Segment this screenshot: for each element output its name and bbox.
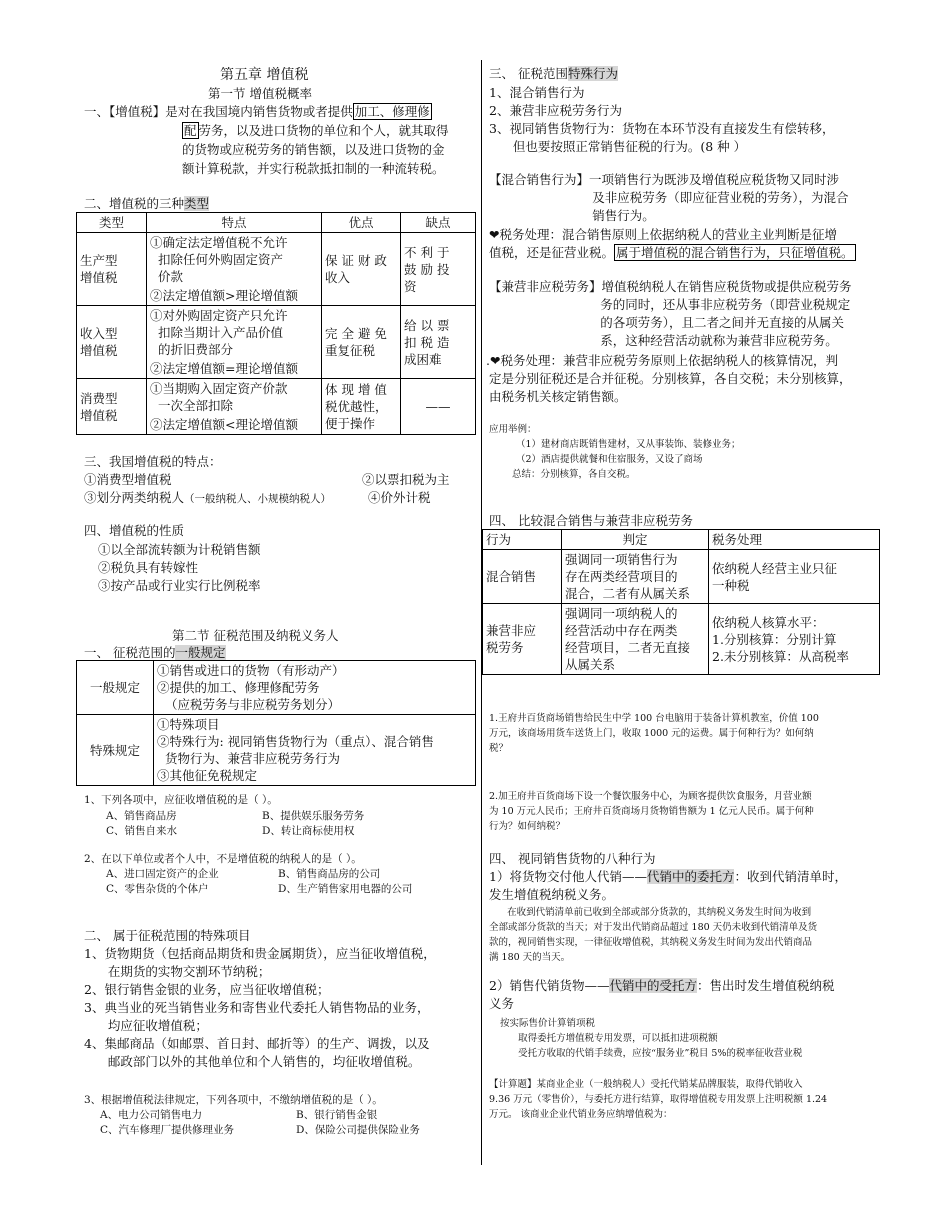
concurrent-line: 的各项劳务），且二者之间并无直接的从属关 <box>489 315 845 330</box>
scope-table <box>76 660 476 786</box>
note-line: 在收到代销清单前已收到全部或部分货款的，其纳税义务发生时间为收到 <box>489 907 812 918</box>
special-line: 在期货的实物交割环节纳税； <box>84 964 271 979</box>
table-header: 行为 <box>483 530 562 550</box>
special-acts-heading-highlight: 特殊行为 <box>567 66 618 81</box>
feature-item: ①消费型增值税 <box>84 472 172 487</box>
compare-judge: 强调同一项销售行为 存在两类经营项目的 混合，二者有从属关系 <box>562 550 709 604</box>
table-header-row <box>77 213 476 233</box>
special-line: 1、货物期货（包括商品期货和贵金属期货），应当征收增值税， <box>84 946 436 961</box>
special-heading: 二、 属于征税范围的特殊项目 <box>84 928 251 943</box>
feature-text: ①确定法定增值税不允许 扣除任何外购固定资产 价款 <box>150 235 288 284</box>
question-stem: 3、根据增值税法律规定，下列各项中，不缴纳增值税的是（ ）。 <box>84 1094 383 1106</box>
special-line: 3、典当业的死当销售业务和寄售业代委托人销售物品的业务， <box>84 1000 430 1015</box>
special-act-item: 3、视同销售货物行为：货物在本环节没有直接发生有偿转移， <box>489 121 835 136</box>
question-option: A、进口固定资产的企业 <box>106 868 219 880</box>
question-stem: 2、在以下单位或者个人中，不是增值税的纳税人的是（ ）。 <box>84 853 362 865</box>
def-line4: 额计算税款，并实行税款抵扣制的一种流转税。 <box>182 161 445 176</box>
example-item: （2）酒店提供就餐和住宿服务，又设了商场 <box>516 454 703 465</box>
calc-line: 9.36 万元（零售价），与委托方进行结算，取得增值税专用发票上注明税额 1.24 <box>489 1094 828 1105</box>
note-line: 按实际售价计算销项税 <box>500 1018 596 1029</box>
examples-heading: 应用举例： <box>489 424 537 435</box>
type-cell: 生产型 增值税 <box>77 233 147 306</box>
case-line: 2.加王府井百货商场下设一个餐饮服务中心，为顾客提供饮食服务，月营业额 <box>489 791 812 802</box>
case-line: 为 10 万元人民币；王府井百货商场月货物销售额为 1 亿元人民币。属于何种 <box>489 806 814 817</box>
special-line: 邮政部门以外的其他单位和个人销售的，均征收增值税。 <box>84 1054 421 1069</box>
con-cell: 不 利 于 鼓 励 投 资 <box>401 233 476 306</box>
table-header: 判定 <box>562 530 709 550</box>
question-option: D、生产销售家用电器的公司 <box>278 883 413 895</box>
note-line: 取得委托方增值税专用发票，可以抵扣进项税额 <box>500 1033 718 1044</box>
con-cell: —— <box>401 379 476 435</box>
mixed-line: 【混合销售行为】一项销售行为既涉及增值税应税货物又同时涉 <box>489 172 840 187</box>
mixed-line: 销售行为。 <box>489 208 655 223</box>
scope-content <box>154 715 476 786</box>
features-heading: 三、我国增值税的特点： <box>84 454 222 469</box>
eight-acts-heading: 四、 视同销售货物的八种行为 <box>489 851 656 866</box>
type-cell: 消费型 增值税 <box>77 379 147 435</box>
def-line2: 劳务，以及进口货物的单位和个人，就其取得 <box>198 123 449 138</box>
scope-heading-text: 一、 征税范围的 <box>84 645 176 660</box>
types-heading-text: 二、增值税的三种 <box>84 196 185 211</box>
note-line: 款的，视同销售实现，一律征收增值税，其纳税义务发生时间为发出代销商品 <box>489 937 813 948</box>
concurrent-line: 系，这种经营活动就称为兼营非应税劳务。 <box>489 333 838 348</box>
feature-item: ②以票扣税为主 <box>362 472 450 487</box>
chapter-title: 第五章 增值税 <box>220 67 309 83</box>
table-header: 缺点 <box>401 213 476 233</box>
question-option: D、保险公司提供保险业务 <box>296 1124 420 1136</box>
concurrent-tax-line: .❤税务处理：兼营非应税劳务原则上依据纳税人的核算情况，判 <box>486 353 838 368</box>
concurrent-tax-line: 定是分别征税还是合并征税。分别核算，各自交税；未分别核算， <box>489 371 852 386</box>
special-act-item: 2、兼营非应税劳务行为 <box>489 103 622 118</box>
calc-line: 【计算题】某商业企业（一般纳税人）受托代销某品牌服装，取得代销收入 <box>489 1079 803 1090</box>
types-heading-highlight: 类型 <box>184 196 210 211</box>
note-line: 满 180 天的当天。 <box>489 952 571 963</box>
scope-heading <box>84 643 226 661</box>
question-option: C、销售自来水 <box>106 825 178 837</box>
scope-line: ①销售或进口的货物（有形动产） <box>157 663 345 678</box>
question-stem: 1、下列各项中，应征收增值税的是（ ）。 <box>84 794 278 806</box>
table-header: 税务处理 <box>709 530 880 550</box>
con-cell: 给 以 票 扣 税 造 成困难 <box>401 306 476 379</box>
nature-item: ①以全部流转额为计税销售额 <box>98 542 261 557</box>
concurrent-tax-line: 由税务机关核定销售额。 <box>489 389 627 404</box>
mixed-tax-text: 值税，还是征营业税。 <box>489 245 615 260</box>
feature-text: ①对外购固定资产只允许 扣除当期计入产品价值 的折旧费部分 <box>150 308 288 357</box>
table-row <box>77 233 476 306</box>
eight-act-text: 2）销售代销货物—— <box>489 978 610 993</box>
feature-text: ②法定增值额<理论增值额 <box>150 417 298 432</box>
types-heading <box>84 194 209 212</box>
pro-cell: 完 全 避 免 重复征税 <box>322 306 401 379</box>
compare-tax: 依纳税人核算水平： 1.分别核算：分别计算 2.未分别核算：从高税率 <box>709 604 880 675</box>
calc-line: 万元。 该商业企业代销业务应纳增值税为： <box>489 1109 673 1120</box>
question-option: B、销售商品房的公司 <box>278 868 381 880</box>
def-line3: 的货物或应税劳务的销售额，以及进口货物的金 <box>182 142 445 157</box>
pro-cell: 体 现 增 值 税优越性， 便于操作 <box>322 379 401 435</box>
scope-line: ③其他征免税规定 <box>157 768 258 783</box>
eight-act-text: 发生增值税纳税义务。 <box>489 887 615 902</box>
eight-act-text: 1）将货物交付他人代销—— <box>489 869 647 884</box>
def-line1: 一、【增值税】是对在我国境内销售货物或者提供 <box>84 104 353 119</box>
compare-tax: 依纳税人经营主业只征 一种税 <box>709 550 880 604</box>
table-row <box>77 379 476 435</box>
feature-text: ②法定增值额=理论增值额 <box>150 361 298 376</box>
nature-heading: 四、增值税的性质 <box>84 523 185 538</box>
eight-act-text: ：收到代销清单时， <box>734 869 847 884</box>
question-option: B、提供娱乐服务劳务 <box>262 810 365 822</box>
table-header: 类型 <box>77 213 147 233</box>
nature-item: ②税负具有转嫁性 <box>98 560 199 575</box>
note-line: 全部或部分货款的当天；对于发出代销商品超过 180 天仍未收到代销清单及货 <box>489 922 818 933</box>
case-line: 万元，该商场用货车送货上门，收取 1000 元的运费。属于何种行为？如何纳 <box>489 728 814 739</box>
eight-act-2 <box>489 976 835 994</box>
feature-text: ①当期购入固定资产价款 一次全部扣除 <box>150 381 288 413</box>
question-option: C、零售杂货的个体户 <box>106 883 209 895</box>
case-line: 行为？如何纳税？ <box>489 821 566 832</box>
compare-judge: 强调同一项纳税人的 经营活动中存在两类 经营项目，二者无直接 从属关系 <box>562 604 709 675</box>
special-line: 2、银行销售金银的业务，应当征收增值税； <box>84 982 330 997</box>
eight-act-text: ：售出时发生增值税纳税 <box>696 978 835 993</box>
feature-text: ②法定增值额>理论增值额 <box>150 288 298 303</box>
question-option: D、转让商标使用权 <box>262 825 355 837</box>
scope-line: ①特殊项目 <box>157 717 220 732</box>
vat-types-table <box>76 212 476 435</box>
eight-act-text: 义务 <box>489 996 515 1011</box>
feature-cell <box>147 233 322 306</box>
scope-line: （应税劳务与非应税劳务划分） <box>157 697 340 712</box>
question-option: A、电力公司销售电力 <box>100 1109 203 1121</box>
question-option: B、银行销售金银 <box>296 1109 378 1121</box>
def-box2: 配 <box>184 123 197 138</box>
mixed-tax-line <box>489 243 856 261</box>
table-row <box>483 550 880 604</box>
question-option: A、销售商品房 <box>106 810 177 822</box>
table-row <box>77 306 476 379</box>
concurrent-line: 【兼营非应税劳务】增值税纳税人在销售应税货物或提供应税劳务 <box>489 279 852 294</box>
scope-line: 货物行为、兼营非应税劳务行为 <box>157 751 340 766</box>
table-row <box>77 715 476 786</box>
special-act-item: 但也要按照正常销售征税的行为。(8 种 ） <box>489 139 747 154</box>
mixed-line: 及非应税劳务（即应征营业税的劳务），为混合 <box>489 190 849 205</box>
table-header-row <box>483 530 880 550</box>
compare-heading: 四、 比较混合销售与兼营非应税劳务 <box>489 513 693 528</box>
scope-line: ②提供的加工、修理修配劳务 <box>157 680 320 695</box>
compare-act: 兼营非应 税劳务 <box>483 604 562 675</box>
table-row <box>77 661 476 715</box>
concurrent-line: 务的同时，还从事非应税劳务（即营业税规定 <box>489 297 851 312</box>
case-line: 1.王府井百货商场销售给民生中学 100 台电脑用于装备计算机教室，价值 100 <box>489 713 819 724</box>
eight-act-highlight: 代销中的委托方 <box>646 869 735 884</box>
case-line: 税？ <box>489 743 509 754</box>
table-header: 优点 <box>322 213 401 233</box>
note-line: 受托方收取的代销手续费，应按“服务业”税目 5%的税率征收营业税 <box>500 1048 803 1059</box>
special-line: 4、集邮商品（如邮票、首日封、邮折等）的生产、调拨，以及 <box>84 1036 430 1051</box>
scope-label: 特殊规定 <box>77 715 154 786</box>
feature-item-text: ③划分两类纳税人 <box>84 490 185 505</box>
scope-heading-highlight: 一般规定 <box>175 645 226 660</box>
special-acts-heading-text: 三、 征税范围 <box>489 66 568 81</box>
special-line: 均应征收增值税； <box>84 1018 208 1033</box>
mixed-tax-line: ❤税务处理：混合销售原则上依据纳税人的营业主业判断是征增 <box>489 227 837 242</box>
def-box1: 加工、修理修 <box>354 104 430 119</box>
scope-label: 一般规定 <box>77 661 154 715</box>
example-item: 总结：分别核算，各自交税。 <box>512 469 636 480</box>
feature-cell <box>147 379 322 435</box>
compare-act: 混合销售 <box>483 550 562 604</box>
compare-table <box>482 529 880 675</box>
section1-title: 第一节 增值税概率 <box>208 86 312 101</box>
scope-line: ②特殊行为: 视同销售货物行为（重点）、混合销售 <box>157 734 434 749</box>
type-cell: 收入型 增值税 <box>77 306 147 379</box>
special-act-item: 1、混合销售行为 <box>489 85 585 100</box>
eight-act-highlight: 代销中的受托方 <box>609 978 697 993</box>
section2-title: 第二节 征税范围及纳税义务人 <box>172 628 339 643</box>
example-item: （1）建材商店既销售建材，又从事装饰、装修业务； <box>516 439 741 450</box>
eight-act-1 <box>489 867 847 885</box>
scope-content <box>154 661 476 715</box>
table-header: 特点 <box>147 213 322 233</box>
nature-item: ③按产品或行业实行比例税率 <box>98 578 261 593</box>
pro-cell: 保 证 财 政 收入 <box>322 233 401 306</box>
feature-cell <box>147 306 322 379</box>
feature-item-note: （一般纳税人、小规模纳税人） <box>184 493 332 505</box>
special-acts-heading <box>489 64 618 82</box>
feature-item: ④价外计税 <box>368 490 431 505</box>
feature-item <box>84 488 331 506</box>
question-option: C、汽车修理厂提供修理业务 <box>100 1124 235 1136</box>
mixed-tax-boxed: 属于增值税的混合销售行为，只征增值税。 <box>616 245 854 260</box>
table-row <box>483 604 880 675</box>
